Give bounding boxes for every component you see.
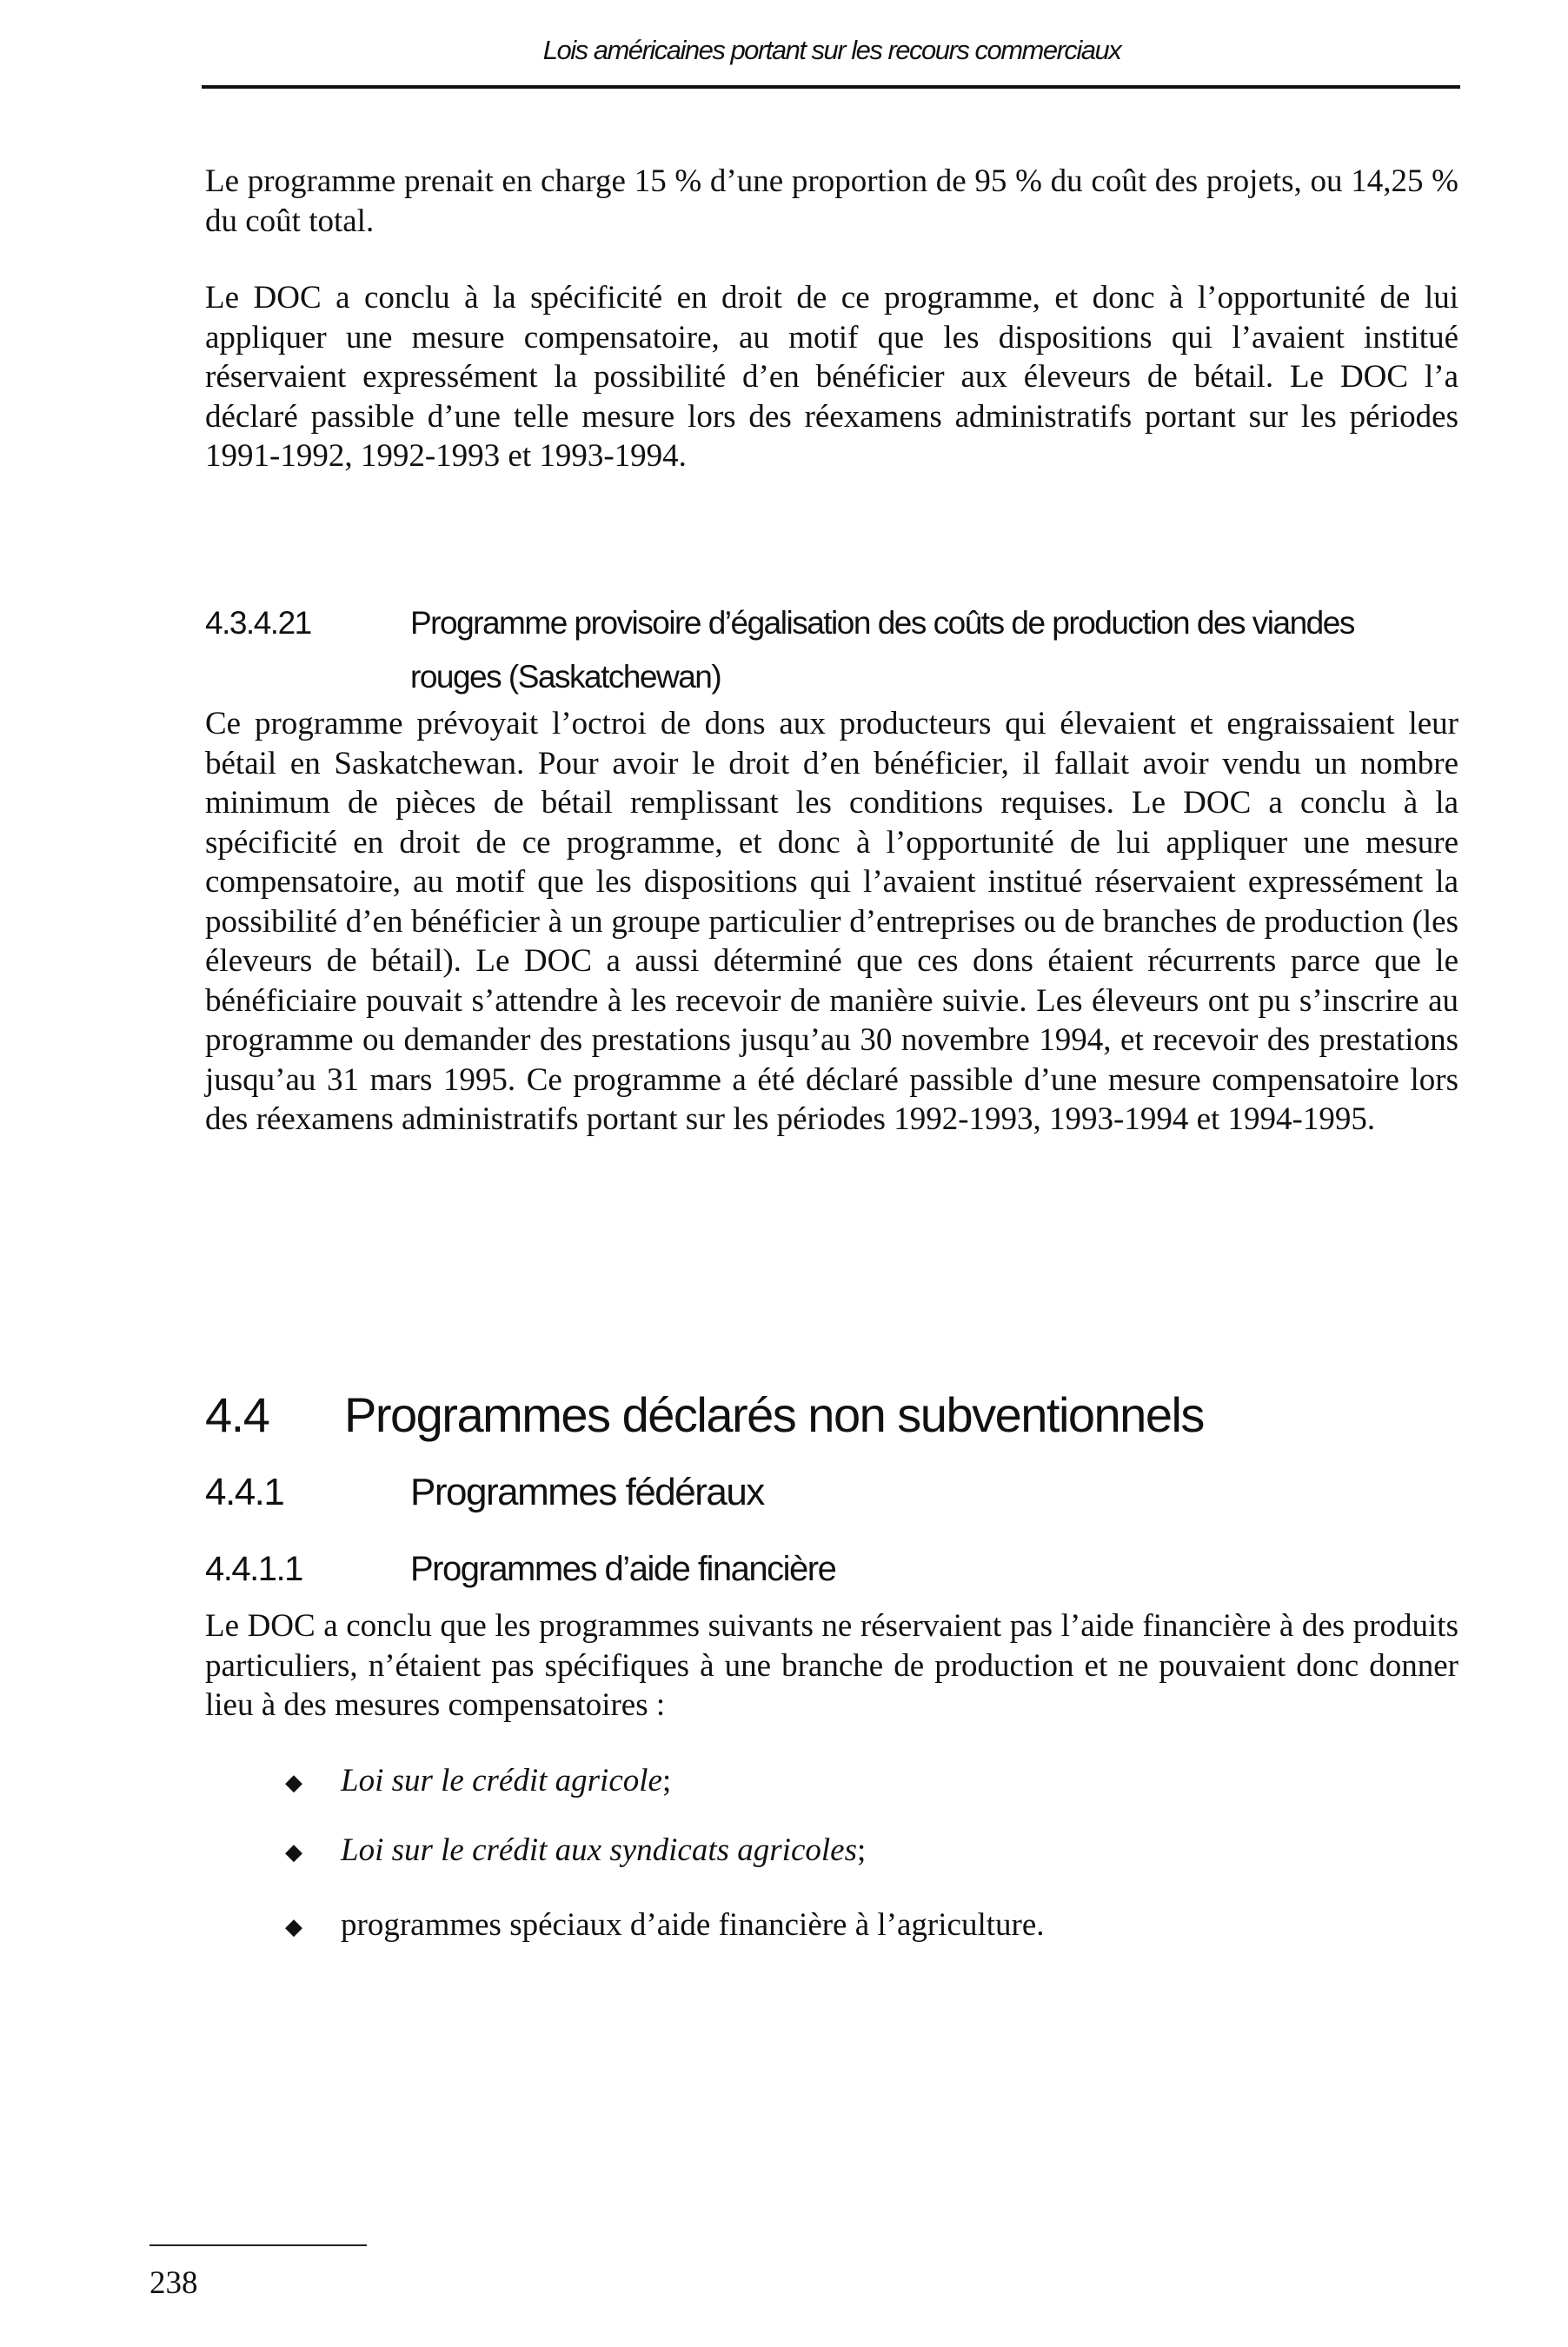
page-number: 238 (149, 2265, 198, 2301)
list-item-suffix: ; (857, 1832, 867, 1868)
list-item-text: Loi sur le crédit aux syndicats agricoles (341, 1832, 857, 1868)
footnote-rule (149, 2244, 367, 2246)
list-item-text: programmes spéciaux d’aide financière à l’agriculture. (341, 1907, 1045, 1943)
running-header: Lois américaines portant sur les recours commerciaux (542, 35, 1121, 65)
paragraph-4: Le DOC a conclu que les programmes suivants ne réservaient pas l’aide financière à des produits particuliers, n’étaient pas spécifiques à une branche de production et ne pouvaient donc donner lieu à des mesures compensatoires : (205, 1608, 1458, 1723)
heading-title: Programmes déclarés non subventionnels (344, 1387, 1204, 1442)
heading-number: 4.4.1.1 (205, 1550, 302, 1588)
paragraph-1: Le programme prenait en charge 15 % d’une proportion de 95 % du coût des projets, ou 14,25 % du coût total. (205, 163, 1458, 239)
paragraph-3: Ce programme prévoyait l’octroi de dons aux producteurs qui élevaient et engraissaient leur bétail en Saskatchewan. Pour avoir le droit d’en bénéficier, il fallait avoir vendu un nombre minimum de pièces de bétail remplissant les conditions requises. Le DOC a conclu à la spécificité en droit de ce programme, et donc à l’opportunité de lui appliquer une mesure compensatoire, au motif que les dispositions qui l’avaient institué réservaient expressément la possibilité d’en bénéficier à un groupe particulier d’entreprises ou de branches de production (les éleveurs de bétail). Le DOC a aussi déterminé que ces dons étaient récurrents parce que le bénéficiaire pouvait s’attendre à les recevoir de manière suivie. Les éleveurs ont pu s’inscrire au programme ou demander des prestations jusqu’au 30 novembre 1994, et recevoir des prestations jusqu’au 31 mars 1995. Ce programme a été déclaré passible d’une mesure compensatoire lors des réexamens administratifs portant sur les périodes 1992-1993, 1993-1994 et 1994-1995. (205, 706, 1458, 1137)
paragraph-2: Le DOC a conclu à la spécificité en droit de ce programme, et donc à l’opportunité de lui appliquer une mesure compensatoire, au motif que les dispositions qui l’avaient institué réservaient expressément la possibilité d’en bénéficier aux éleveurs de bétail. Le DOC l’a déclaré passible d’une telle mesure lors des réexamens administratifs portant sur les périodes 1991-1992, 1992-1993 et 1993-1994. (205, 280, 1458, 474)
diamond-bullet-icon: ◆ (285, 1839, 302, 1865)
list-item-text: Loi sur le crédit agricole (341, 1763, 662, 1798)
heading-number: 4.3.4.21 (205, 605, 311, 641)
header-rule (202, 85, 1460, 89)
heading-title: Programmes d’aide financière (410, 1550, 836, 1588)
diamond-bullet-icon: ◆ (285, 1770, 302, 1795)
heading-number: 4.4.1 (205, 1471, 284, 1513)
heading-title: Programme provisoire d’égalisation des coûts de production des viandes rouges (Saskatchewan) (410, 605, 1354, 695)
heading-number: 4.4 (205, 1387, 269, 1442)
heading-title: Programmes fédéraux (410, 1471, 764, 1513)
diamond-bullet-icon: ◆ (285, 1914, 302, 1939)
list-item-suffix: ; (661, 1763, 672, 1798)
